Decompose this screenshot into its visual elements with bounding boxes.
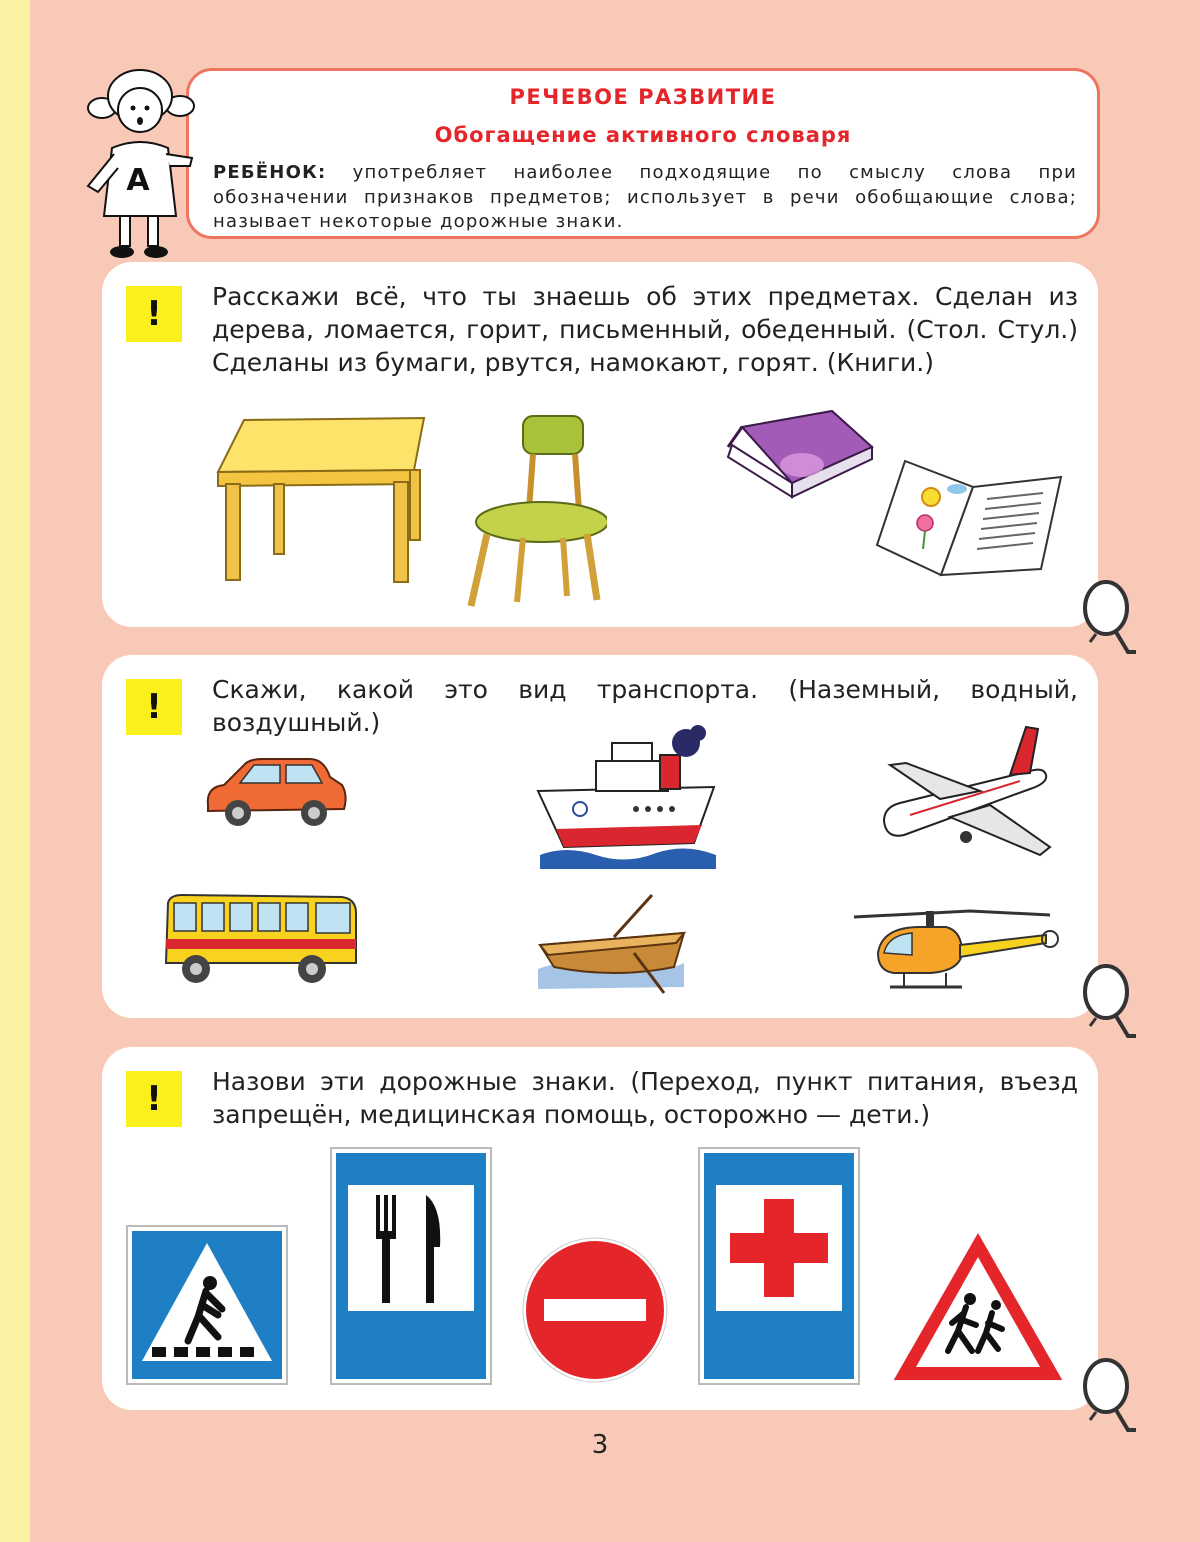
page-number: 3 <box>591 1430 609 1460</box>
magnifier-icon <box>1080 962 1140 1042</box>
bus-illustration <box>162 893 360 985</box>
task-text: Расскажи всё, что ты знаешь об этих предметах. Сделан из дерева, ломается, горит, письменный, обеденный. (Стол. Стул.) Сделаны из бумаги, рвутся, намокают, горят. (Книги.) <box>212 282 1078 377</box>
no-entry-sign <box>522 1237 668 1383</box>
closed-book-illustration <box>722 407 877 507</box>
girl-mascot-illustration <box>80 66 198 262</box>
task-marker: ! <box>126 679 182 735</box>
magnifier-icon <box>1080 1356 1140 1436</box>
table-illustration <box>214 410 434 585</box>
task-card-transport <box>102 655 1098 1018</box>
rowboat-illustration <box>534 893 692 997</box>
task-marker: ! <box>126 1071 182 1127</box>
section-description <box>213 161 1077 235</box>
food-point-sign <box>330 1147 492 1385</box>
section-title: РЕЧЕВОЕ РАЗВИТИЕ <box>509 85 777 109</box>
task-text: Скажи, какой это вид транспорта. (Наземный, водный, воздушный.) <box>212 675 1078 737</box>
pedestrian-crossing-sign <box>126 1225 288 1385</box>
description-text: употребляет наиболее подходящие по смыслу слова при обозначении признаков предметов; использует в речи обобщающие слова; называет некоторые дорожные знаки. <box>213 162 1077 232</box>
children-warning-sign <box>888 1227 1068 1387</box>
medical-help-sign <box>698 1147 860 1385</box>
task-card-objects <box>102 262 1098 627</box>
page-edge-strip <box>0 0 30 1542</box>
car-illustration <box>202 755 350 831</box>
ship-illustration <box>536 725 720 869</box>
section-header <box>186 68 1100 239</box>
task-card-road-signs <box>102 1047 1098 1410</box>
task-text: Назови эти дорожные знаки. (Переход, пункт питания, въезд запрещён, медицинская помощь, осторожно — дети.) <box>212 1067 1078 1129</box>
description-label: РЕБЁНОК: <box>213 162 327 183</box>
magnifier-icon <box>1080 578 1140 658</box>
task-marker: ! <box>126 286 182 342</box>
helicopter-illustration <box>850 905 1062 997</box>
section-subtitle: Обогащение активного словаря <box>434 123 852 147</box>
airplane-illustration <box>880 725 1052 857</box>
mascot-letter: А <box>126 163 150 198</box>
open-book-illustration <box>875 457 1065 579</box>
chair-illustration <box>467 410 607 610</box>
